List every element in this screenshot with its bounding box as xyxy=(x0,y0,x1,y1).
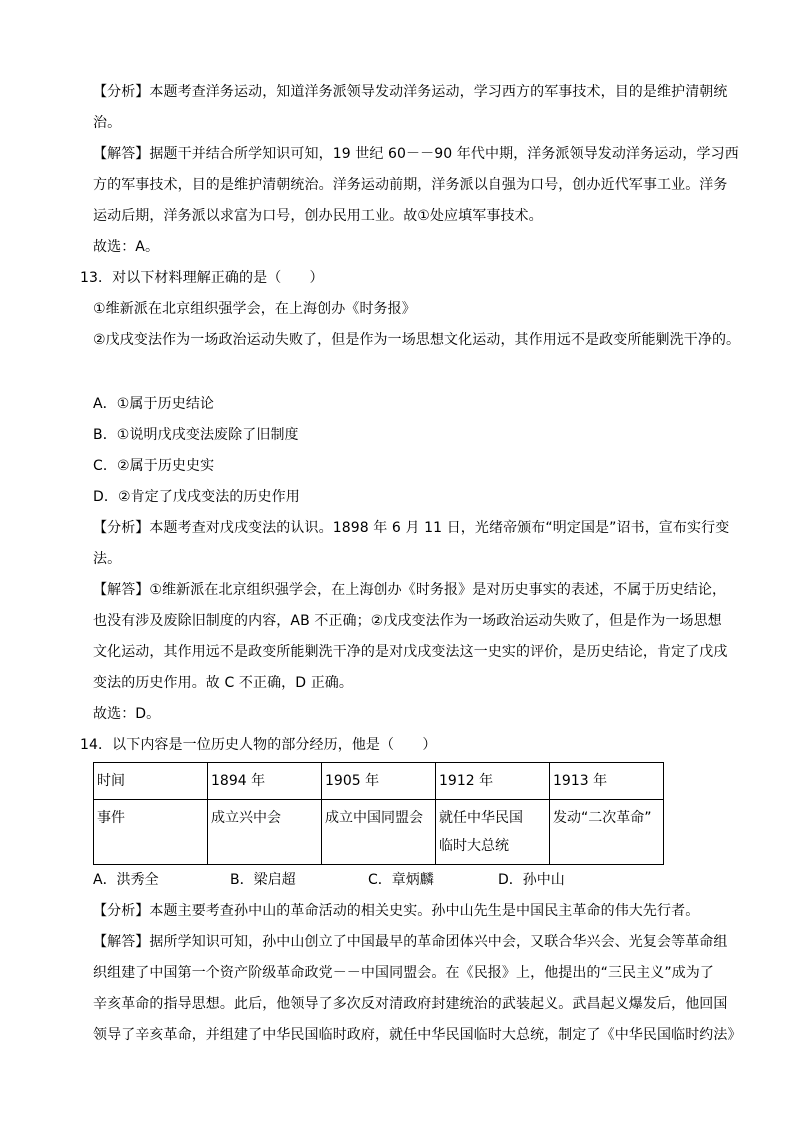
q13-analysis-line-1: 【分析】本题考查对戊戌变法的认识。1898 年 6 月 11 日，光绪帝颁布“明定国是”诏书，宣布实行变 xyxy=(93,520,730,536)
q12-answer-line-3: 运动后期，洋务派以求富为口号，创办民用工业。故①处应填军事技术。 xyxy=(93,208,543,224)
table-row xyxy=(94,763,664,800)
q14-analysis-line-1: 【分析】本题主要考查孙中山的革命活动的相关史实。孙中山先生是中国民主革命的伟大先行者。 xyxy=(93,903,700,919)
q13-material-2: ②戊戌变法作为一场政治运动失败了，但是作为一场思想文化运动，其作用远不是政变所能剿洗干净的。 xyxy=(93,332,741,348)
table-cell: 成立兴中会 xyxy=(208,800,322,865)
q14-option-c: C．章炳麟 xyxy=(368,872,434,888)
table-row-label: 事件 xyxy=(94,800,208,865)
q14-option-d: D．孙中山 xyxy=(498,872,565,888)
q14-stem: 14．以下内容是一位历史人物的部分经历，他是（ ） xyxy=(80,737,437,753)
q13-option-a: A．①属于历史结论 xyxy=(93,396,215,412)
table-cell: 成立中国同盟会 xyxy=(322,800,436,865)
table-cell: 发动“二次革命” xyxy=(550,800,664,865)
q13-answer-line-2: 也没有涉及废除旧制度的内容，AB 不正确；②戊戌变法作为一场政治运动失败了，但是作为一场思想 xyxy=(93,613,722,629)
q12-choose: 故选：A。 xyxy=(93,239,160,255)
table-header-cell: 1894 年 xyxy=(208,763,322,800)
table-header-cell: 时间 xyxy=(94,763,208,800)
table-cell xyxy=(436,800,550,865)
table-cell-line-2: 临时大总统 xyxy=(439,838,509,854)
table-header-cell: 1912 年 xyxy=(436,763,550,800)
q13-analysis-line-2: 法。 xyxy=(93,551,122,567)
q14-option-a: A．洪秀全 xyxy=(93,872,159,888)
table-header-cell: 1913 年 xyxy=(550,763,664,800)
q14-options xyxy=(93,870,753,890)
q13-answer-line-3: 文化运动，其作用远不是政变所能剿洗干净的是对戊戌变法这一史实的评价，是历史结论，肯定了戊戌 xyxy=(93,644,728,660)
q14-option-b: B．梁启超 xyxy=(230,872,296,888)
table-cell-line-1: 就任中华民国 xyxy=(439,810,523,826)
q14-answer-line-2: 织组建了中国第一个资产阶级革命政党－－中国同盟会。在《民报》上，他提出的“三民主义”成为了 xyxy=(93,965,715,981)
q14-answer-line-1: 【解答】据所学知识可知，孙中山创立了中国最早的革命团体兴中会，又联合华兴会、光复会等革命组 xyxy=(93,934,728,950)
q13-stem: 13．对以下材料理解正确的是（ ） xyxy=(80,270,324,286)
q14-timeline-table xyxy=(93,762,664,865)
table-header-cell: 1905 年 xyxy=(322,763,436,800)
q14-answer-line-4: 领导了辛亥革命，并组建了中华民国临时政府，就任中华民国临时大总统，制定了《中华民国临时约法》 xyxy=(93,1027,742,1043)
q13-answer-line-1: 【解答】①维新派在北京组织强学会，在上海创办《时务报》是对历史事实的表述，不属于历史结论， xyxy=(93,582,727,598)
q12-answer-line-2: 方的军事技术，目的是维护清朝统治。洋务运动前期，洋务派以自强为口号，创办近代军事工业。洋务 xyxy=(93,177,728,193)
q12-analysis-line-1: 【分析】本题考查洋务运动，知道洋务派领导发动洋务运动，学习西方的军事技术，目的是维护清朝统 xyxy=(93,84,728,100)
q13-option-d: D．②肯定了戊戌变法的历史作用 xyxy=(93,489,300,505)
q13-answer-line-4: 变法的历史作用。故 C 不正确，D 正确。 xyxy=(93,675,354,691)
q12-answer-line-1: 【解答】据题干并结合所学知识可知，19 世纪 60－－90 年代中期，洋务派领导发动洋务运动，学习西 xyxy=(93,146,739,162)
table-row xyxy=(94,800,664,865)
q14-answer-line-3: 辛亥革命的指导思想。此后，他领导了多次反对清政府封建统治的武装起义。武昌起义爆发后，他回国 xyxy=(93,996,728,1012)
q13-material-1: ①维新派在北京组织强学会，在上海创办《时务报》 xyxy=(93,301,416,317)
q13-option-c: C．②属于历史史实 xyxy=(93,458,215,474)
q13-option-b: B．①说明戊戌变法废除了旧制度 xyxy=(93,427,299,443)
q13-choose: 故选：D。 xyxy=(93,706,161,722)
q12-analysis-line-2: 治。 xyxy=(93,115,122,131)
